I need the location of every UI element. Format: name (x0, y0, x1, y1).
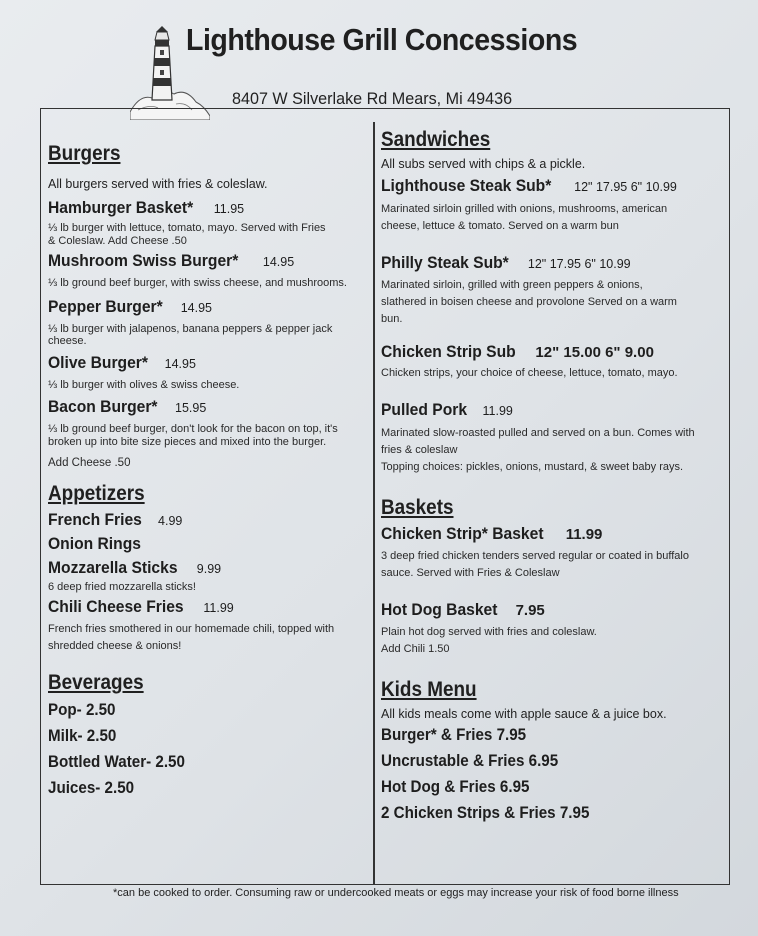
section-title-sandwiches: Sandwiches (381, 128, 491, 151)
kids-menu-item: Hot Dog & Fries 6.95 (381, 777, 530, 796)
beverage-item: Bottled Water- 2.50 (48, 753, 185, 771)
item-name: Chicken Strip* Basket (381, 523, 544, 543)
section-title-kids-menu: Kids Menu (381, 677, 477, 701)
item-price: 11.99 (565, 525, 603, 543)
item-description: French fries smothered in our homemade chili, topped with (48, 623, 335, 635)
restaurant-address: 8407 W Silverlake Rd Mears, Mi 49436 (232, 89, 513, 108)
menu-item (381, 400, 721, 476)
item-description: Plain hot dog served with fries and coleslaw. (381, 625, 597, 638)
item-name: Pulled Pork (381, 399, 468, 419)
section-title-appetizers: Appetizers (48, 481, 145, 505)
item-name: Hamburger Basket* (48, 198, 194, 217)
burgers-section (48, 140, 366, 470)
menu-item (48, 353, 366, 392)
beverage-item: Pop- 2.50 (48, 701, 116, 719)
item-price: 14.95 (164, 356, 196, 371)
item-description: Marinated sirloin, grilled with green peppers & onions, (381, 279, 643, 291)
item-price: 12" 17.95 6" 10.99 (574, 180, 677, 194)
kids-menu-note: All kids meals come with apple sauce & a juice box. (381, 706, 667, 721)
item-price: 12" 15.00 6" 9.00 (535, 344, 654, 361)
item-name: Pepper Burger* (48, 296, 163, 316)
item-price: 4.99 (158, 513, 183, 528)
menu-item (381, 176, 721, 235)
item-description: 3 deep fried chicken tenders served regular or coated in buffalo (381, 549, 689, 562)
column-divider (373, 122, 375, 885)
menu-item (48, 397, 366, 448)
sandwiches-section (381, 126, 721, 476)
kids-menu-item: Uncrustable & Fries 6.95 (381, 751, 559, 770)
menu-item (381, 342, 721, 380)
section-title-beverages: Beverages (48, 671, 144, 694)
item-name: Hot Dog Basket (381, 599, 498, 619)
item-price: 9.99 (196, 561, 222, 576)
menu-item (48, 534, 366, 554)
restaurant-name: Lighthouse Grill Concessions (186, 22, 578, 57)
right-column (381, 126, 721, 826)
item-description: ⅓ lb burger with olives & swiss cheese. (48, 378, 240, 391)
menu-item (381, 600, 721, 658)
item-name: Bacon Burger* (48, 397, 158, 416)
section-title-burgers: Burgers (48, 142, 121, 165)
item-name: Onion Rings (48, 533, 141, 553)
menu-item (48, 597, 366, 655)
item-description: Chicken strips, your choice of cheese, lettuce, tomato, mayo. (381, 367, 678, 379)
item-description: fries & coleslaw (381, 443, 458, 456)
burgers-addon: Add Cheese .50 (48, 457, 131, 469)
item-price: 14.95 (262, 255, 295, 269)
footer-disclaimer: *can be cooked to order. Consuming raw or undercooked meats or eggs may increase your risk of food borne illness (113, 887, 679, 899)
item-price: 14.95 (180, 300, 212, 315)
item-description: ⅓ lb burger with lettuce, tomato, mayo. Served with Fries (48, 222, 326, 234)
item-description: 6 deep fried mozzarella sticks! (48, 580, 196, 593)
item-price: 11.99 (203, 601, 234, 615)
item-description: shredded cheese & onions! (48, 640, 182, 652)
menu-item (48, 510, 366, 530)
item-description: ⅓ lb burger with jalapenos, banana peppers & pepper jack (48, 322, 333, 335)
item-description: cheese. (48, 335, 87, 347)
item-name: Philly Steak Sub* (381, 253, 509, 272)
item-name: Chicken Strip Sub (381, 342, 516, 361)
item-price: 11.99 (482, 403, 513, 418)
baskets-section (381, 494, 721, 658)
item-name: Mushroom Swiss Burger* (48, 251, 239, 270)
item-name: Chili Cheese Fries (48, 597, 184, 616)
item-name: French Fries (48, 509, 142, 529)
item-description: cheese, lettuce & tomato. Served on a warm bun (381, 220, 619, 232)
item-name: Olive Burger* (48, 352, 148, 372)
item-description: Marinated sirloin grilled with onions, mushrooms, american (381, 203, 668, 215)
menu-item (48, 251, 366, 290)
menu-item (381, 253, 721, 328)
item-description: bun. (381, 313, 403, 325)
appetizers-section (48, 480, 366, 656)
item-description: & Coleslaw. Add Cheese .50 (48, 234, 187, 247)
section-title-baskets: Baskets (381, 495, 454, 519)
item-price: 11.95 (213, 202, 245, 216)
kids-menu-item: Burger* & Fries 7.95 (381, 725, 527, 744)
item-description: Marinated slow-roasted pulled and served on a bun. Comes with (381, 426, 695, 439)
menu-item (48, 558, 366, 594)
item-description: slathered in boisen cheese and provolone Served on a warm (381, 296, 677, 308)
item-price: 7.95 (515, 601, 545, 619)
menu-item (48, 297, 366, 348)
beverage-item: Juices- 2.50 (48, 779, 135, 797)
item-name: Mozzarella Sticks (48, 557, 178, 577)
item-description: sauce. Served with Fries & Coleslaw (381, 566, 560, 579)
menu-item (48, 198, 366, 247)
item-description: broken up into bite size pieces and mixed into the burger. (48, 435, 327, 448)
left-column (48, 140, 366, 801)
sandwiches-note: All subs served with chips & a pickle. (381, 157, 586, 171)
item-price: 15.95 (175, 401, 207, 415)
beverage-item: Milk- 2.50 (48, 727, 117, 745)
item-description: Topping choices: pickles, onions, mustard, & sweet baby rays. (381, 460, 684, 473)
beverages-section (48, 669, 366, 801)
item-description: ⅓ lb ground beef burger, don't look for the bacon on top, it's (48, 423, 338, 435)
kids-menu-item: 2 Chicken Strips & Fries 7.95 (381, 803, 590, 822)
burgers-note: All burgers served with fries & coleslaw. (48, 177, 268, 191)
kids-menu-section (381, 676, 721, 826)
item-description: ⅓ lb ground beef burger, with swiss cheese, and mushrooms. (48, 277, 347, 289)
menu-item (381, 524, 721, 582)
menu-header (0, 0, 758, 120)
item-price: 12" 17.95 6" 10.99 (527, 257, 631, 271)
item-name: Lighthouse Steak Sub* (381, 176, 552, 195)
item-description: Add Chili 1.50 (381, 642, 450, 655)
